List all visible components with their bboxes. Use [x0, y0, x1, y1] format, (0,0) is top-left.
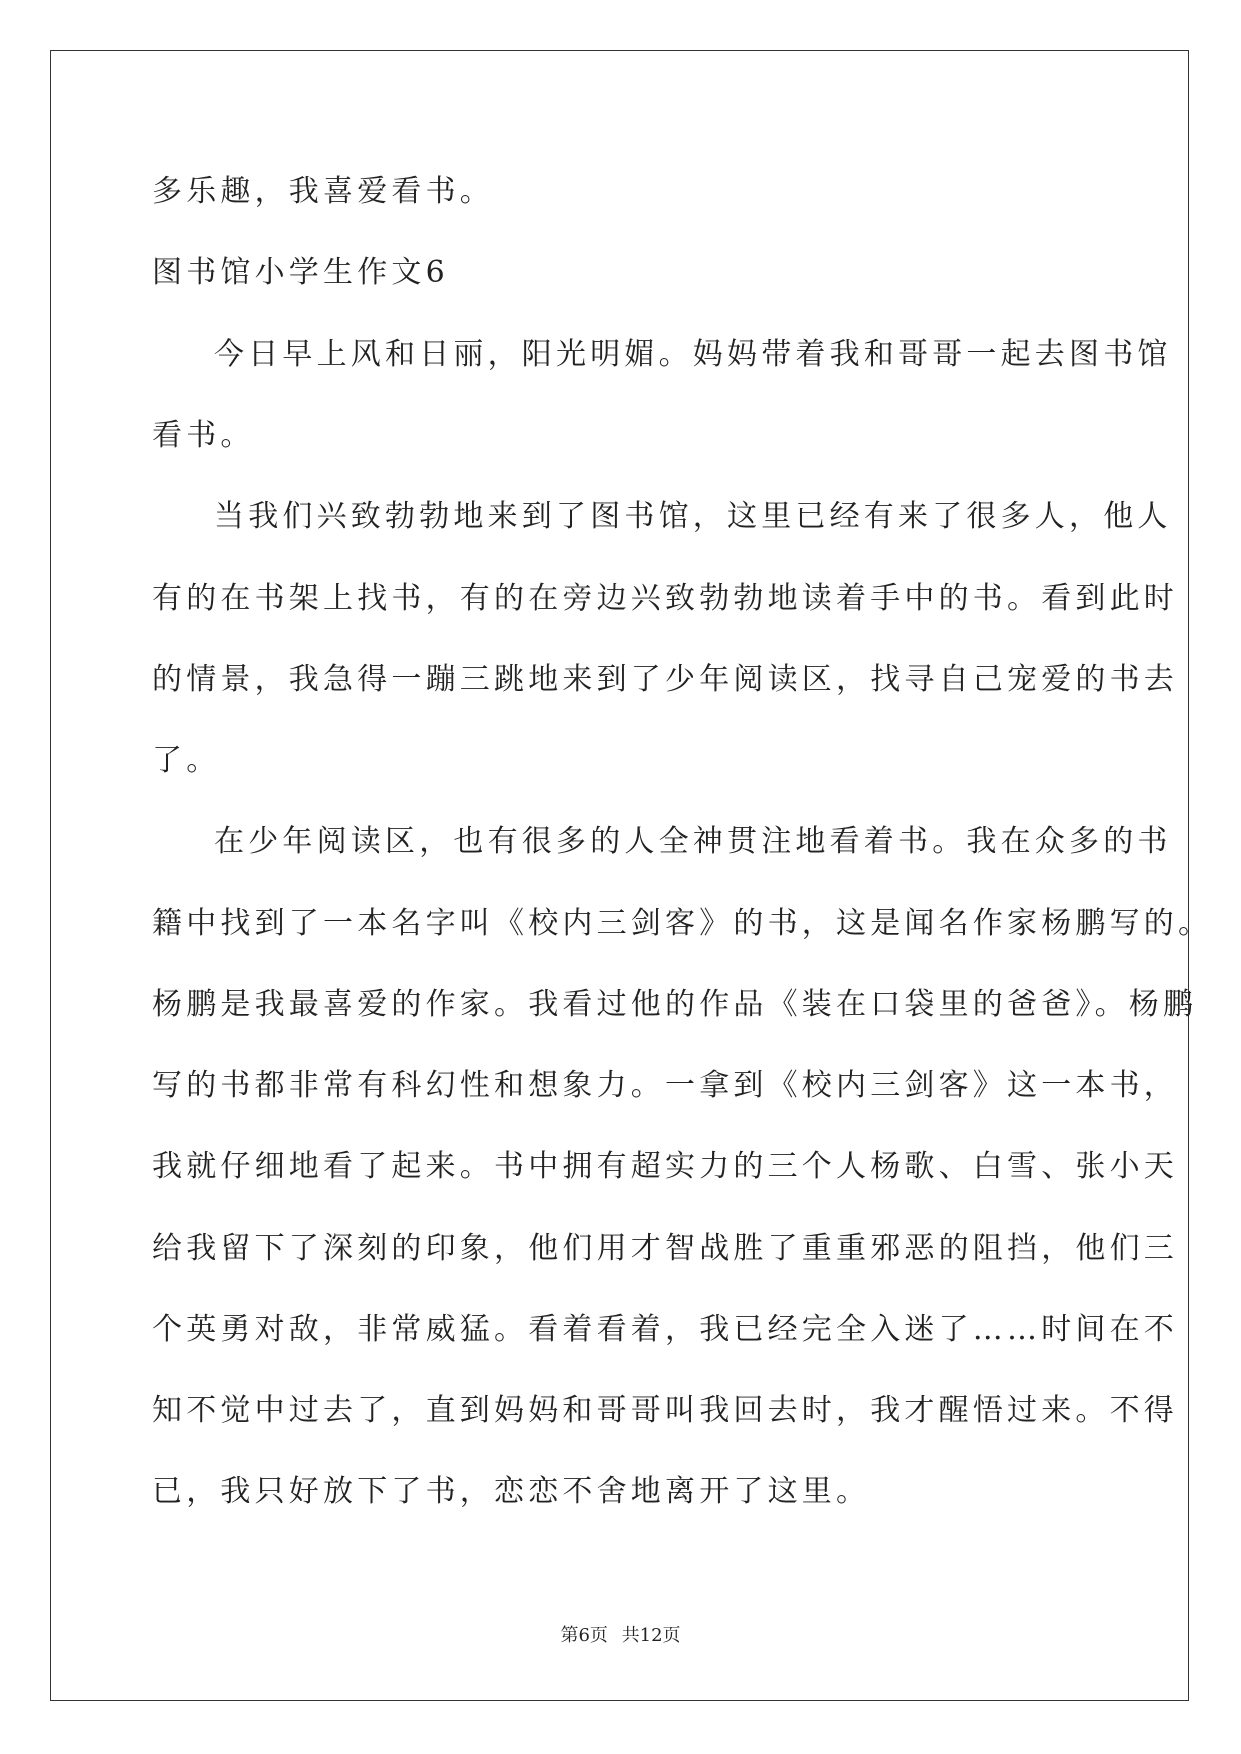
text-line: 当我们兴致勃勃地来到了图书馆，这里已经有来了很多人，他人 [214, 499, 1172, 534]
text-line: 了。 [152, 743, 221, 778]
text-line: 有的在书架上找书，有的在旁边兴致勃勃地读着手中的书。看到此时 [152, 581, 1178, 616]
section-heading: 图书馆小学生作文6 [152, 255, 449, 290]
text-line: 给我留下了深刻的印象，他们用才智战胜了重重邪恶的阻挡，他们三 [152, 1231, 1178, 1266]
text-line: 籍中找到了一本名字叫《校内三剑客》的书，这是闻名作家杨鹏写的。 [152, 906, 1213, 941]
text-line: 写的书都非常有科幻性和想象力。一拿到《校内三剑客》这一本书， [152, 1068, 1178, 1103]
page-footer [0, 1621, 1241, 1647]
page-border [50, 50, 1189, 1701]
page-number: 第6页 [560, 1625, 608, 1646]
text-line: 在少年阅读区，也有很多的人全神贯注地看着书。我在众多的书 [214, 824, 1172, 859]
text-line: 今日早上风和日丽，阳光明媚。妈妈带着我和哥哥一起去图书馆 [214, 337, 1172, 372]
text-line: 看书。 [152, 418, 255, 453]
text-line: 的情景，我急得一蹦三跳地来到了少年阅读区，找寻自己宠爱的书去 [152, 662, 1178, 697]
text-line: 已，我只好放下了书，恋恋不舍地离开了这里。 [152, 1474, 871, 1509]
text-line: 杨鹏是我最喜爱的作家。我看过他的作品《装在口袋里的爸爸》。杨鹏 [152, 987, 1198, 1022]
text-line: 多乐趣，我喜爱看书。 [152, 174, 494, 209]
text-line: 知不觉中过去了，直到妈妈和哥哥叫我回去时，我才醒悟过来。不得 [152, 1393, 1178, 1428]
page-total: 共12页 [621, 1625, 681, 1646]
text-line: 我就仔细地看了起来。书中拥有超实力的三个人杨歌、白雪、张小天 [152, 1149, 1178, 1184]
text-line: 个英勇对敌，非常威猛。看着看着，我已经完全入迷了……时间在不 [152, 1312, 1178, 1347]
